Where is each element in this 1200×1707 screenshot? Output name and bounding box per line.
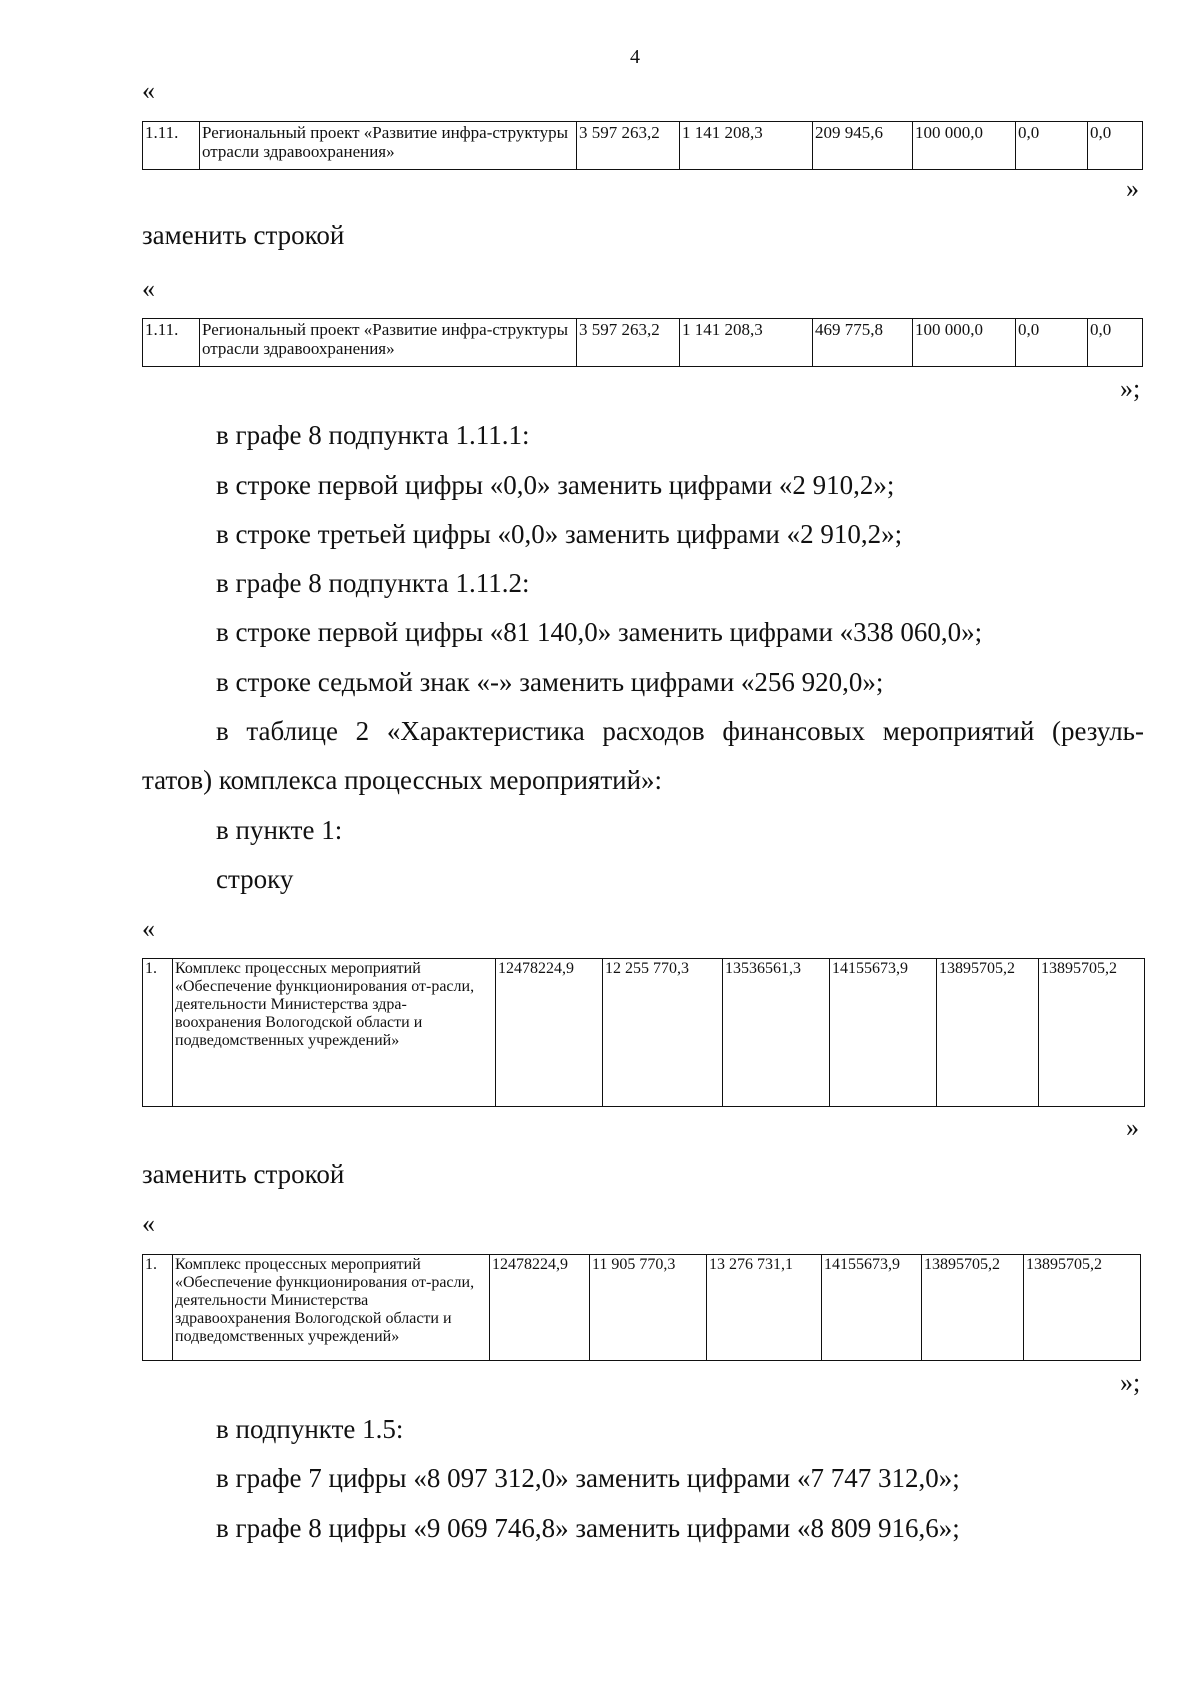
- paragraph: татов) комплекса процессных мероприятий»:: [142, 765, 663, 795]
- cell: 14155673,9: [822, 1255, 922, 1361]
- table-new-row-1-11: [142, 318, 1143, 367]
- cell: 13536561,3: [723, 959, 830, 1107]
- open-quote: «: [142, 914, 155, 943]
- table-old-row-1: [142, 958, 1145, 1107]
- cell: 12 255 770,3: [603, 959, 723, 1107]
- table-old-row-1-11: [142, 121, 1143, 170]
- close-quote: »: [1126, 174, 1139, 203]
- row-number: 1.11.: [143, 122, 200, 170]
- cell: 3 597 263,2: [577, 319, 680, 367]
- paragraph: в строке первой цифры «81 140,0» заменить цифрами «338 060,0»;: [216, 617, 983, 647]
- row-number: 1.11.: [143, 319, 200, 367]
- cell: 0,0: [1016, 122, 1088, 170]
- row-name: Региональный проект «Развитие инфра-структуры отрасли здравоохранения»: [200, 122, 577, 170]
- cell: 1 141 208,3: [680, 122, 813, 170]
- cell: 13 276 731,1: [707, 1255, 822, 1361]
- table-new-row-1: [142, 1254, 1141, 1361]
- cell: 12478224,9: [490, 1255, 590, 1361]
- cell: 12478224,9: [496, 959, 603, 1107]
- replace-with-row-label: заменить строкой: [142, 220, 345, 250]
- open-quote: «: [142, 274, 155, 303]
- table-row: [143, 959, 1145, 1107]
- paragraph: строку: [216, 864, 294, 894]
- close-quote-semicolon: »;: [1120, 374, 1141, 403]
- cell: 469 775,8: [813, 319, 913, 367]
- cell: 13895705,2: [1024, 1255, 1141, 1361]
- cell: 100 000,0: [913, 319, 1016, 367]
- page-number: 4: [630, 46, 640, 68]
- close-quote-semicolon: »;: [1120, 1368, 1141, 1397]
- cell: 0,0: [1016, 319, 1088, 367]
- paragraph: в таблице 2 «Характеристика расходов финансовых мероприятий (резуль-: [216, 716, 1144, 746]
- row-number: 1.: [143, 1255, 173, 1361]
- paragraph: в графе 8 подпункта 1.11.1:: [216, 420, 530, 450]
- open-quote: «: [142, 76, 155, 105]
- table-row: [143, 1255, 1141, 1361]
- row-name: Региональный проект «Развитие инфра-структуры отрасли здравоохранения»: [200, 319, 577, 367]
- paragraph: в строке первой цифры «0,0» заменить цифрами «2 910,2»;: [216, 470, 895, 500]
- cell: 13895705,2: [922, 1255, 1024, 1361]
- row-number: 1.: [143, 959, 173, 1107]
- row-name: Комплекс процессных мероприятий «Обеспечение функционирования от-расли, деятельности Министерства здра-воохранения Вологодской области и подведомственных учреждений»: [173, 959, 496, 1107]
- paragraph: в графе 8 подпункта 1.11.2:: [216, 568, 530, 598]
- replace-with-row-label: заменить строкой: [142, 1159, 345, 1189]
- close-quote: »: [1126, 1113, 1139, 1142]
- cell: 0,0: [1088, 122, 1143, 170]
- cell: 3 597 263,2: [577, 122, 680, 170]
- paragraph: в графе 7 цифры «8 097 312,0» заменить цифрами «7 747 312,0»;: [216, 1463, 960, 1493]
- cell: 209 945,6: [813, 122, 913, 170]
- paragraph: в строке седьмой знак «-» заменить цифрами «256 920,0»;: [216, 667, 884, 697]
- paragraph: в пункте 1:: [216, 815, 343, 845]
- cell: 13895705,2: [1039, 959, 1145, 1107]
- cell: 1 141 208,3: [680, 319, 813, 367]
- paragraph: в графе 8 цифры «9 069 746,8» заменить цифрами «8 809 916,6»;: [216, 1513, 960, 1543]
- cell: 14155673,9: [830, 959, 937, 1107]
- table-row: [143, 122, 1143, 170]
- open-quote: «: [142, 1209, 155, 1238]
- row-name: Комплекс процессных мероприятий «Обеспечение функционирования от-расли, деятельности Министерства здравоохранения Вологодской области и подведомственных учреждений»: [173, 1255, 490, 1361]
- cell: 0,0: [1088, 319, 1143, 367]
- cell: 11 905 770,3: [590, 1255, 707, 1361]
- cell: 100 000,0: [913, 122, 1016, 170]
- cell: 13895705,2: [937, 959, 1039, 1107]
- paragraph: в строке третьей цифры «0,0» заменить цифрами «2 910,2»;: [216, 519, 903, 549]
- table-row: [143, 319, 1143, 367]
- paragraph: в подпункте 1.5:: [216, 1414, 404, 1444]
